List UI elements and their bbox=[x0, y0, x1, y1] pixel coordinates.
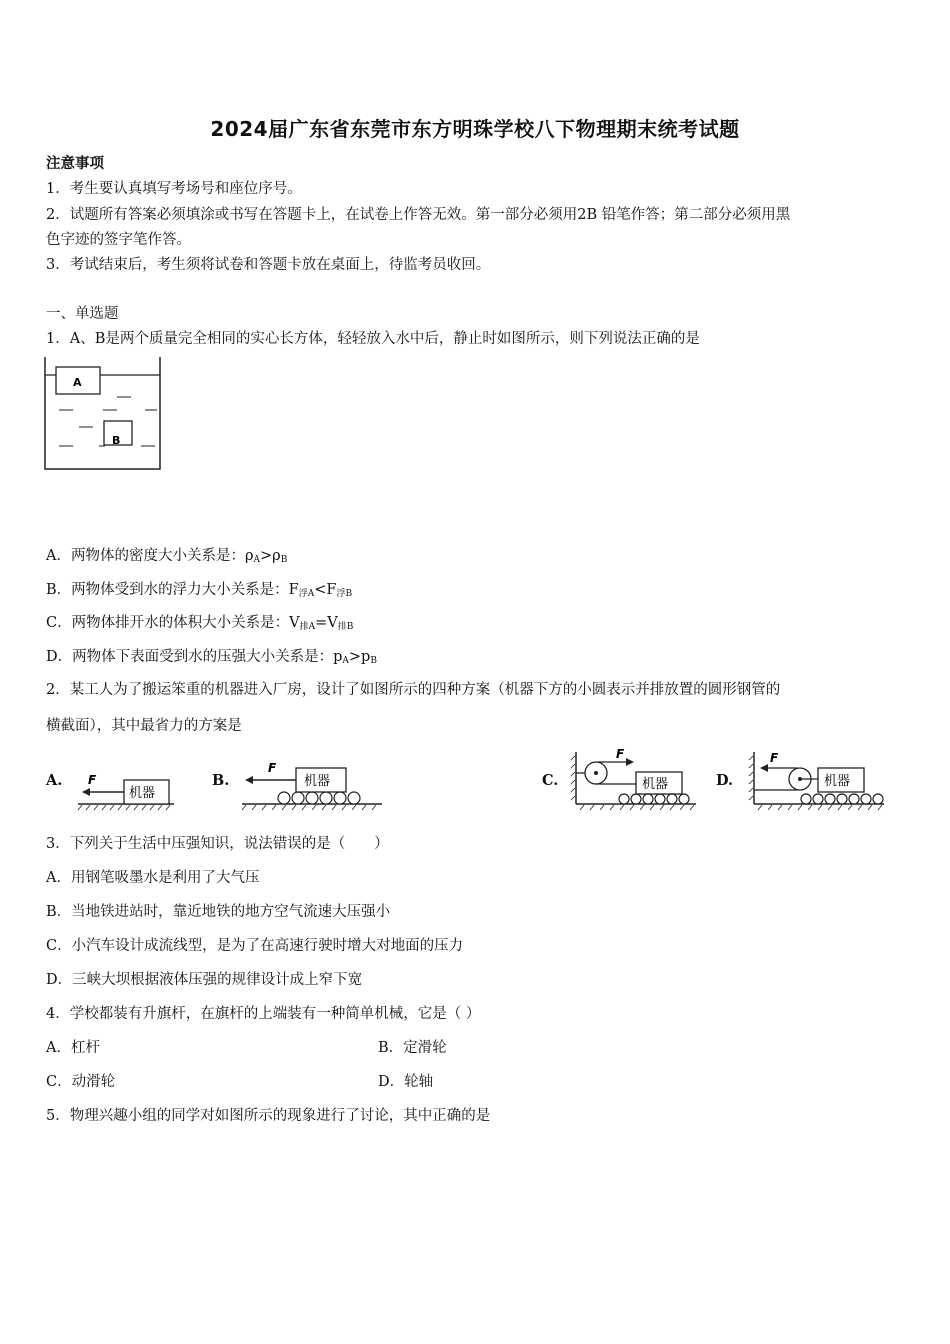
q2-option-b-label: B. bbox=[212, 772, 230, 789]
rollers bbox=[619, 794, 689, 804]
force-arrow-head bbox=[626, 758, 634, 766]
force-arrow-head bbox=[245, 776, 253, 784]
q2-figure-c bbox=[570, 748, 700, 812]
q1-option-d: D．两物体下表面受到水的压强大小关系是：$p_A>p_B$ bbox=[46, 649, 377, 666]
force-label: F bbox=[770, 751, 779, 765]
q4-option: D．轮轴 bbox=[378, 1074, 434, 1090]
q2-figure-d bbox=[748, 748, 888, 812]
machine-label: 机器 bbox=[129, 786, 156, 801]
question-2-stem: 2．某工人为了搬运笨重的机器进入厂房，设计了如图所示的四种方案（机器下方的小圆表示并排放置的圆形钢管的 bbox=[46, 682, 781, 698]
q3-option: D．三峡大坝根据液体压强的规律设计成上窄下宽 bbox=[46, 972, 363, 988]
q2-option-d-label: D. bbox=[716, 772, 734, 789]
q4-option: B．定滑轮 bbox=[378, 1040, 447, 1056]
notice-item: 2．试题所有答案必须填涂或书写在答题卡上，在试卷上作答无效。第一部分必须用2B 铅笔作答；第二部分必须用黑 bbox=[46, 207, 791, 223]
q3-option: A．用钢笔吸墨水是利用了大气压 bbox=[46, 870, 260, 886]
q3-option: B．当地铁进站时，靠近地铁的地方空气流速大压强小 bbox=[46, 904, 391, 920]
q4-option: A．杠杆 bbox=[46, 1040, 100, 1056]
q2-figure-b bbox=[240, 758, 386, 812]
notice-item: 1．考生要认真填写考场号和座位序号。 bbox=[46, 181, 302, 197]
force-arrow-head bbox=[760, 764, 768, 772]
rollers bbox=[278, 792, 360, 804]
question-3-stem: 3．下列关于生活中压强知识，说法错误的是（ ） bbox=[46, 836, 389, 852]
force-label: F bbox=[268, 761, 277, 775]
force-arrow-head bbox=[82, 788, 90, 796]
notice-heading: 注意事项 bbox=[46, 155, 104, 172]
notice-item: 3．考试结束后，考生须将试卷和答题卡放在桌面上，待监考员收回。 bbox=[46, 257, 491, 273]
q1-option-a: A．两物体的密度大小关系是：$\rho_A>\rho_B$ bbox=[46, 548, 288, 565]
q3-option: C．小汽车设计成流线型，是为了在高速行驶时增大对地面的压力 bbox=[46, 938, 464, 954]
machine-label: 机器 bbox=[824, 774, 851, 789]
question-5-stem: 5．物理兴趣小组的同学对如图所示的现象进行了讨论，其中正确的是 bbox=[46, 1108, 491, 1124]
block-b-label: B bbox=[112, 434, 121, 447]
q4-option: C．动滑轮 bbox=[46, 1074, 116, 1090]
question-1-stem: 1．A、B是两个质量完全相同的实心长方体，轻轻放入水中后，静止时如图所示，则下列说法正确的是 bbox=[46, 331, 700, 347]
q2-option-c-label: C. bbox=[542, 772, 559, 789]
machine-label: 机器 bbox=[642, 777, 669, 792]
machine-label: 机器 bbox=[304, 774, 331, 789]
notice-item: 色字迹的签字笔作答。 bbox=[46, 232, 191, 248]
question-2-stem-cont: 横截面），其中最省力的方案是 bbox=[46, 718, 242, 734]
question-4-stem: 4．学校都装有升旗杆，在旗杆的上端装有一种简单机械，它是（ ） bbox=[46, 1006, 481, 1022]
q2-option-a-label: A. bbox=[46, 772, 63, 789]
block-a-label: A bbox=[73, 376, 82, 389]
section-heading: 一、单选题 bbox=[46, 306, 119, 322]
q2-figure-a bbox=[76, 768, 178, 812]
force-label: F bbox=[616, 748, 625, 761]
force-label: F bbox=[88, 773, 97, 787]
q1-option-c: C．两物体排开水的体积大小关系是：$V_{排A}=V_{排B}$ bbox=[46, 615, 354, 632]
page-title: 2024届广东省东莞市东方明珠学校八下物理期末统考试题 bbox=[210, 117, 740, 141]
q1-option-b: B．两物体受到水的浮力大小关系是：$F_{浮A}<F_{浮B}$ bbox=[46, 582, 353, 599]
rollers bbox=[801, 794, 883, 804]
q1-figure bbox=[43, 355, 165, 473]
